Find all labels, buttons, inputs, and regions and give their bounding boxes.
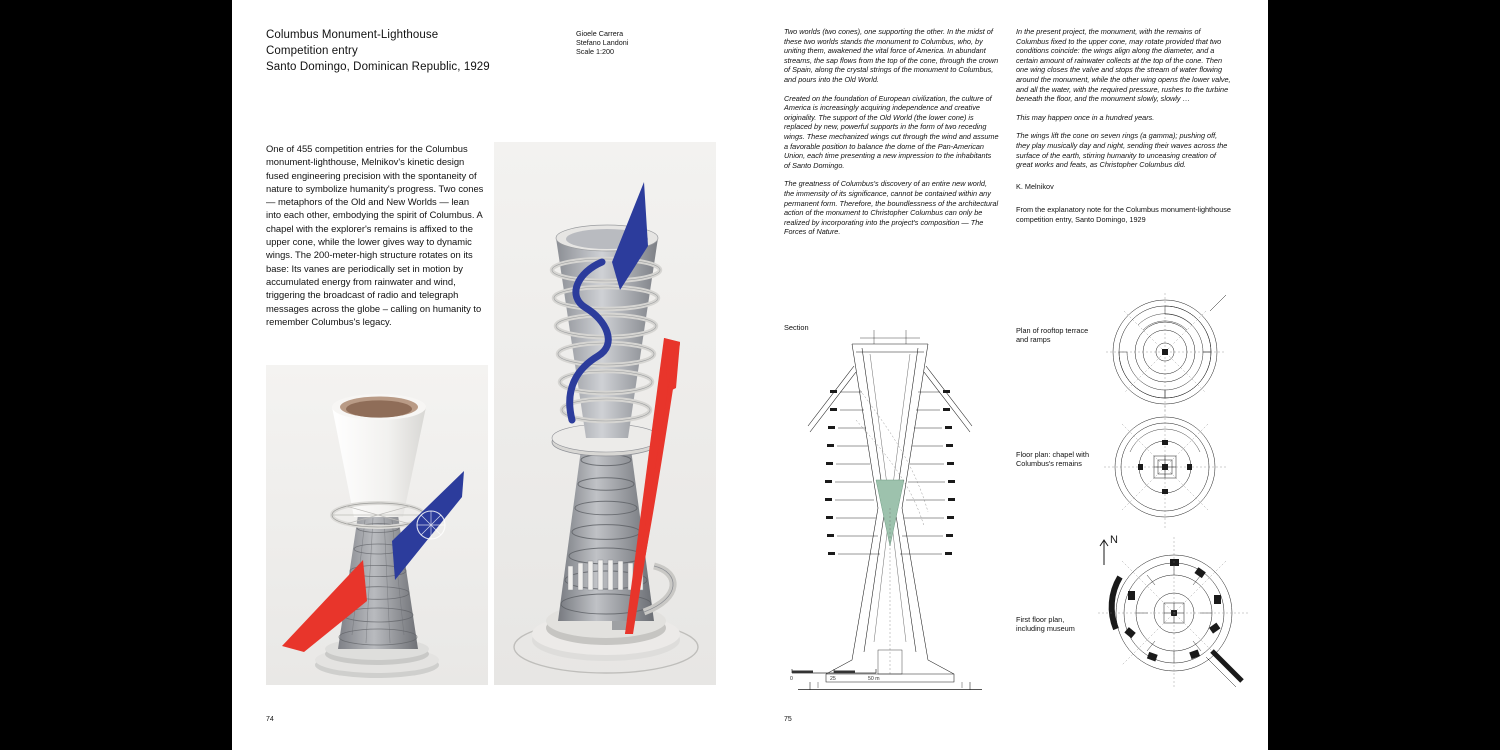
quote-paragraph-5: This may happen once in a hundred years. — [1016, 112, 1155, 122]
model-photo-tower — [494, 142, 716, 685]
page-left — [232, 0, 750, 750]
intro-paragraph: One of 455 competition entries for the Columbus monument-lighthouse, Melnikov's kinetic design fused engineering precision with the spontaneity of nature to symbolize humanity's progress. Two cones — metaphors of the Old and New Worlds — lean into each other, embodying the spirit of Columbus. A chapel with the explorer's remains is affixed to the upper cone, while the lower gives way to dynamic wings. The 200-meter-high structure rotates on its base: Its vanes are periodically set in motion by accumulated energy from rainwater and wind, triggering the broadcast of radio and telegraph messages across the globe – calling on humanity to remember Columbus's legacy. — [266, 143, 484, 327]
credit-scale: Scale 1:200 — [576, 47, 614, 57]
folio-left: 74 — [266, 716, 274, 723]
section-drawing — [790, 330, 990, 690]
title-line-2: Competition entry — [266, 45, 358, 57]
book-spread — [232, 0, 1268, 750]
quote-paragraph-3: The greatness of Columbus's discovery of an entire new world, the immensity of its significance, cannot be contained within any permanent form. Therefore, the boundlessness of the architectural action of the monument to Christopher Columbus can only be realized by incorporating into the project's composition — The Forces of Nature. — [784, 179, 999, 237]
quote-signature: K. Melnikov — [1016, 181, 1054, 191]
quote-paragraph-1: Two worlds (two cones), one supporting the other. In the midst of these two worlds stands the monument to Columbus, who, by uniting them, awakened the vital force of America. In abundant streams, the sap flows from the top of the cone, through the crown of Spain, along the crystal strings of the monument to Columbus, and pours into the Old World. — [784, 27, 999, 84]
title-line-1: Columbus Monument-Lighthouse — [266, 29, 439, 41]
quote-paragraph-4: In the present project, the monument, with the remains of Columbus fixed to the upper cone, may rotate provided that two conditions coincide: the wings align along the diameter, and a certain amount of rainwater collects at the top of the cone. Then one wing closes the valve and stops the stream of water flowing around the monument, while the other wing opens the lower valve, and all the water, with the required pressure, rushes to the turbine beneath the floor, and the monument slowly, slowly … — [1016, 27, 1231, 104]
scale-start: 0 — [790, 676, 793, 682]
quote-source-note: From the explanatory note for the Columbus monument-lighthouse competition entry, Santo Domingo, 1929 — [1016, 205, 1231, 224]
plan-label-rooftop: Plan of rooftop terrace and ramps — [1016, 326, 1089, 345]
credit-author-2: Stefano Landoni — [576, 38, 629, 48]
quote-column-2 — [1016, 27, 1232, 234]
credit-author-1: Gioele Carrera — [576, 29, 624, 38]
title-line-3: Santo Domingo, Dominican Republic, 1929 — [266, 61, 490, 73]
scale-mid: 25 — [830, 676, 836, 682]
plan-drawing-rooftop — [1098, 285, 1232, 419]
quote-paragraph-2: Created on the foundation of European civilization, the culture of America is increasingly acquiring independence and creative originality. The support of the Old World (the lower cone) is replaced by new, powerful supports in the form of two receding wings. These mechanized wings cut through the wind and assume a favorable position to balance the dome of the Pan-American Union, each time presenting a new impression to the inhabitants of Santo Domingo. — [784, 93, 999, 170]
plan-label-chapel: Floor plan: chapel with Columbus's remains — [1016, 450, 1090, 469]
plan-drawing-chapel — [1098, 400, 1232, 534]
model-photo-front — [266, 365, 488, 685]
scale-bar — [790, 665, 880, 685]
plan-drawing-first-floor — [1086, 525, 1256, 695]
quote-paragraph-6: The wings lift the cone on seven rings (a gamma); pushing off, they play musically day and night, sending their waves across the surface of the earth, stirring humanity to unceasing creation of great works and feats, as Christopher Columbus did. — [1016, 131, 1228, 170]
scale-end: 50 m — [868, 676, 880, 682]
quote-column-1 — [784, 27, 999, 246]
folio-right: 75 — [784, 716, 792, 723]
page-right — [750, 0, 1268, 750]
credits-block — [576, 29, 716, 57]
page-title — [266, 27, 516, 75]
compass-north-label: N — [1110, 534, 1118, 546]
section-drawing-label: Section — [784, 323, 809, 332]
plan-label-first-floor: First floor plan, including museum — [1016, 615, 1075, 634]
